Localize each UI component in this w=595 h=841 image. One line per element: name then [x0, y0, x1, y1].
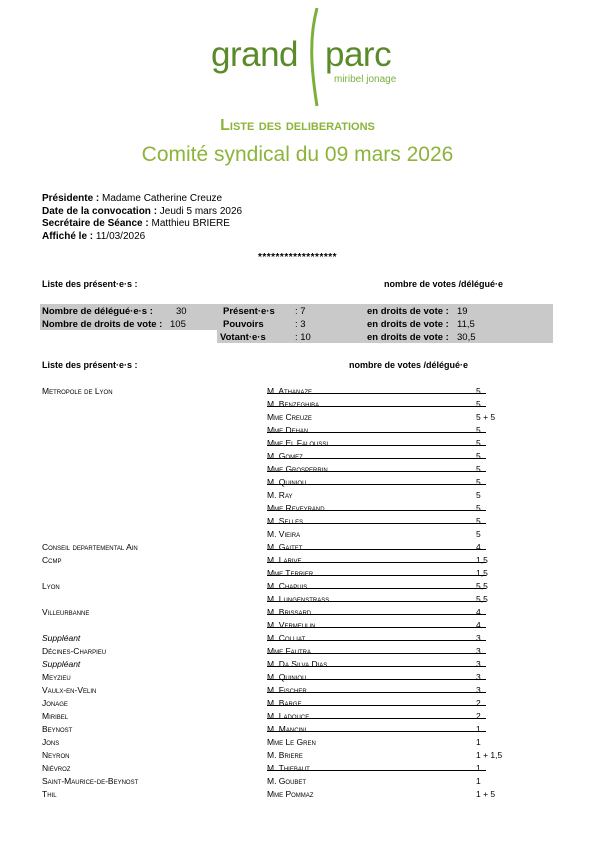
delegate-votes: 5 + 5 [476, 412, 496, 422]
delegate-group: Neyron [42, 750, 70, 760]
absent-strike-line [267, 692, 486, 693]
votants-label: Votant·e·s [220, 332, 266, 343]
delegate-name: M. Barge [267, 698, 302, 708]
absent-strike-line [267, 523, 486, 524]
table-row [0, 425, 595, 438]
delegate-votes: 1 + 5 [476, 789, 496, 799]
delegate-name: M. Briere [267, 750, 303, 760]
table-row [0, 737, 595, 750]
delegate-votes: 5 [476, 451, 481, 461]
delegate-name: M. Quiniou [267, 672, 307, 682]
absent-strike-line [267, 666, 486, 667]
delegate-votes: 3 [476, 646, 481, 656]
droits-value: 105 [170, 319, 186, 330]
delegate-votes: 5 [476, 438, 481, 448]
delegate-votes: 2 [476, 698, 481, 708]
absent-strike-line [267, 510, 486, 511]
table-row [0, 516, 595, 529]
delegate-group: Vaulx-en-Velin [42, 685, 97, 695]
delegate-name: Mme Le Gren [267, 737, 316, 747]
pouvoirs-label: Pouvoirs [223, 319, 264, 330]
presents-label: Présent·e·s [223, 306, 275, 317]
absent-strike-line [267, 640, 486, 641]
delegate-name: M. Fischer [267, 685, 307, 695]
table-row [0, 685, 595, 698]
delegate-votes: 5 [476, 464, 481, 474]
table-row [0, 451, 595, 464]
absent-strike-line [267, 601, 486, 602]
logo-word-grand: grand [211, 35, 299, 74]
delegate-group: Suppléant [42, 633, 81, 643]
delegate-votes: 5 [476, 490, 481, 500]
delegate-votes: 5 [476, 477, 481, 487]
delegate-group: Conseil departemental Ain [42, 542, 138, 552]
stats-table [40, 304, 553, 343]
delegate-name: M. Ladouce [267, 711, 310, 721]
delegate-name: Mme El Faloussi [267, 438, 329, 448]
delegate-name: M. Vermeulin [267, 620, 316, 630]
delegate-votes: 5 [476, 529, 481, 539]
table-row [0, 672, 595, 685]
table-row [0, 568, 595, 581]
delegate-name: Mme Grosperrin [267, 464, 328, 474]
table-row [0, 711, 595, 724]
delegate-votes: 5 [476, 503, 481, 513]
absent-strike-line [267, 575, 486, 576]
delegate-group: Niévroz [42, 763, 71, 773]
presents-dv-value: 19 [457, 306, 468, 317]
delegate-group: Beynost [42, 724, 73, 734]
meta-line-presidente: Présidente : Madame Catherine Creuze [42, 193, 223, 204]
presents-value: : 7 [295, 306, 306, 317]
absent-strike-line [267, 770, 486, 771]
absent-strike-line [267, 679, 486, 680]
delegate-name: M. Brissard [267, 607, 312, 617]
table-row [0, 490, 595, 503]
document-subtitle: Comité syndical du 09 mars 2026 [141, 143, 454, 166]
meeting-info [42, 193, 242, 243]
absent-strike-line [267, 562, 486, 563]
delegate-name: M. Ray [267, 490, 293, 500]
delegate-name: M. Vieira [267, 529, 301, 539]
delegate-group: Villeurbanne [42, 607, 90, 617]
delegate-votes: 5,5 [476, 594, 488, 604]
absent-strike-line [267, 653, 486, 654]
table-row [0, 503, 595, 516]
delegate-name: Mme Dehan [267, 425, 309, 435]
votants-dv-label: en droits de vote : [367, 332, 449, 343]
absent-strike-line [267, 731, 486, 732]
delegate-name: M. Da Silva Dias [267, 659, 328, 669]
delegate-name: M. Selles [267, 516, 304, 526]
presents-dv-label: en droits de vote : [367, 306, 449, 317]
table-row [0, 776, 595, 789]
delegate-votes: 3 [476, 672, 481, 682]
table-row [0, 529, 595, 542]
delegate-name: M. Athanaze [267, 386, 313, 396]
votes-column-label: nombre de votes /délégué·e [384, 279, 504, 289]
present-list-label-2: Liste des présent·e·s : [42, 360, 138, 370]
delegues-value: 30 [176, 306, 187, 317]
delegate-group: Suppléant [42, 659, 81, 669]
delegate-votes: 5 [476, 516, 481, 526]
table-row [0, 763, 595, 776]
delegate-group: Meyzieu [42, 672, 71, 682]
table-row [0, 789, 595, 802]
table-row [0, 724, 595, 737]
delegate-name: M. Goubet [267, 776, 307, 786]
table-row [0, 555, 595, 568]
delegate-group: Thil [42, 789, 57, 799]
absent-strike-line [267, 549, 486, 550]
delegate-name: M. Colliat [267, 633, 306, 643]
votants-dv-value: 30,5 [457, 332, 476, 343]
delegate-votes: 1 [476, 724, 481, 734]
absent-strike-line [267, 484, 486, 485]
delegate-votes: 4 [476, 620, 481, 630]
delegues-label: Nombre de délégué·e·s : [42, 306, 153, 317]
pouvoirs-dv-label: en droits de vote : [367, 319, 449, 330]
table-row [0, 581, 595, 594]
delegate-name: Mme Creuze [267, 412, 312, 422]
delegate-name: M. Benzeghiba [267, 399, 320, 409]
table-row [0, 477, 595, 490]
absent-strike-line [267, 471, 486, 472]
delegate-name: M. Thiebaut [267, 763, 310, 773]
droits-label: Nombre de droits de vote : [42, 319, 163, 330]
delegate-name: M. Gomez [267, 451, 303, 461]
table-row [0, 607, 595, 620]
pouvoirs-value: : 3 [295, 319, 306, 330]
absent-strike-line [267, 445, 486, 446]
grand-parc-logo [205, 8, 405, 108]
delegate-votes: 5 [476, 399, 481, 409]
meta-line-convocation: Date de la convocation : Jeudi 5 mars 2026 [42, 205, 243, 217]
logo-subtitle: miribel jonage [334, 74, 397, 85]
table-row [0, 399, 595, 412]
delegate-votes: 1 + 1,5 [476, 750, 503, 760]
absent-strike-line [267, 458, 486, 459]
votes-column-label-2: nombre de votes /délégué·e [349, 360, 469, 370]
delegate-group: Saint-Maurice-de-Beynost [42, 776, 139, 786]
votants-value: : 10 [295, 332, 311, 343]
delegate-votes: 4 [476, 542, 481, 552]
absent-strike-line [267, 627, 486, 628]
delegate-votes: 3 [476, 633, 481, 643]
table-row [0, 659, 595, 672]
absent-strike-line [267, 432, 486, 433]
table-row [0, 464, 595, 477]
meta-line-secretaire: Secrétaire de Séance : Matthieu BRIERE [42, 218, 230, 230]
delegate-group: Jonage [42, 698, 68, 708]
table-row [0, 386, 595, 399]
delegate-name: M. Lungenstrass [267, 594, 330, 604]
delegate-name: M. Quiniou [267, 477, 307, 487]
delegate-votes: 1,5 [476, 555, 488, 565]
table-row [0, 633, 595, 646]
present-list-label: Liste des présent·e·s : [42, 279, 138, 289]
delegate-group: Décines-Charpieu [42, 646, 107, 656]
delegate-group: Miribel [42, 711, 69, 721]
table-row [0, 542, 595, 555]
table-row [0, 698, 595, 711]
delegate-votes: 4 [476, 607, 481, 617]
table-row [0, 594, 595, 607]
delegate-group: Ccmp [42, 555, 62, 565]
delegate-votes: 3 [476, 659, 481, 669]
document-title: Liste des deliberations [220, 117, 375, 134]
delegate-votes: 1 [476, 763, 481, 773]
delegate-name: Mme Terrier [267, 568, 314, 578]
delegate-votes: 5,5 [476, 581, 488, 591]
absent-strike-line [267, 406, 486, 407]
delegate-name: Mme Pommaz [267, 789, 314, 799]
delegate-votes: 5 [476, 425, 481, 435]
table-row [0, 750, 595, 763]
pouvoirs-dv-value: 11,5 [457, 319, 475, 330]
absent-strike-line [267, 614, 486, 615]
absent-strike-line [267, 393, 486, 394]
table-row [0, 438, 595, 451]
delegate-name: M. Larive [267, 555, 302, 565]
delegate-name: Mme Reveyrand [267, 503, 325, 513]
table-row [0, 646, 595, 659]
delegate-votes: 1,5 [476, 568, 488, 578]
absent-strike-line [267, 588, 486, 589]
delegate-group: Lyon [42, 581, 60, 591]
table-row [0, 620, 595, 633]
delegate-votes: 1 [476, 776, 481, 786]
absent-strike-line [267, 705, 486, 706]
delegate-votes: 1 [476, 737, 481, 747]
delegate-name: M. Gaitet [267, 542, 303, 552]
delegate-name: M. Mancini [267, 724, 307, 734]
delegate-name: M. Chapuis [267, 581, 308, 591]
absent-strike-line [267, 718, 486, 719]
delegate-name: Mme Fautra [267, 646, 311, 656]
table-row [0, 412, 595, 425]
delegate-group: Jons [42, 737, 60, 747]
separator-stars: ****************** [257, 252, 338, 263]
logo-word-parc: parc [325, 35, 392, 74]
meta-line-affiche: Affiché le : 11/03/2026 [42, 230, 146, 242]
delegate-votes: 2 [476, 711, 481, 721]
delegate-votes: 3 [476, 685, 481, 695]
delegate-group: Metropole de Lyon [42, 386, 113, 396]
delegate-votes: 5 [476, 386, 481, 396]
